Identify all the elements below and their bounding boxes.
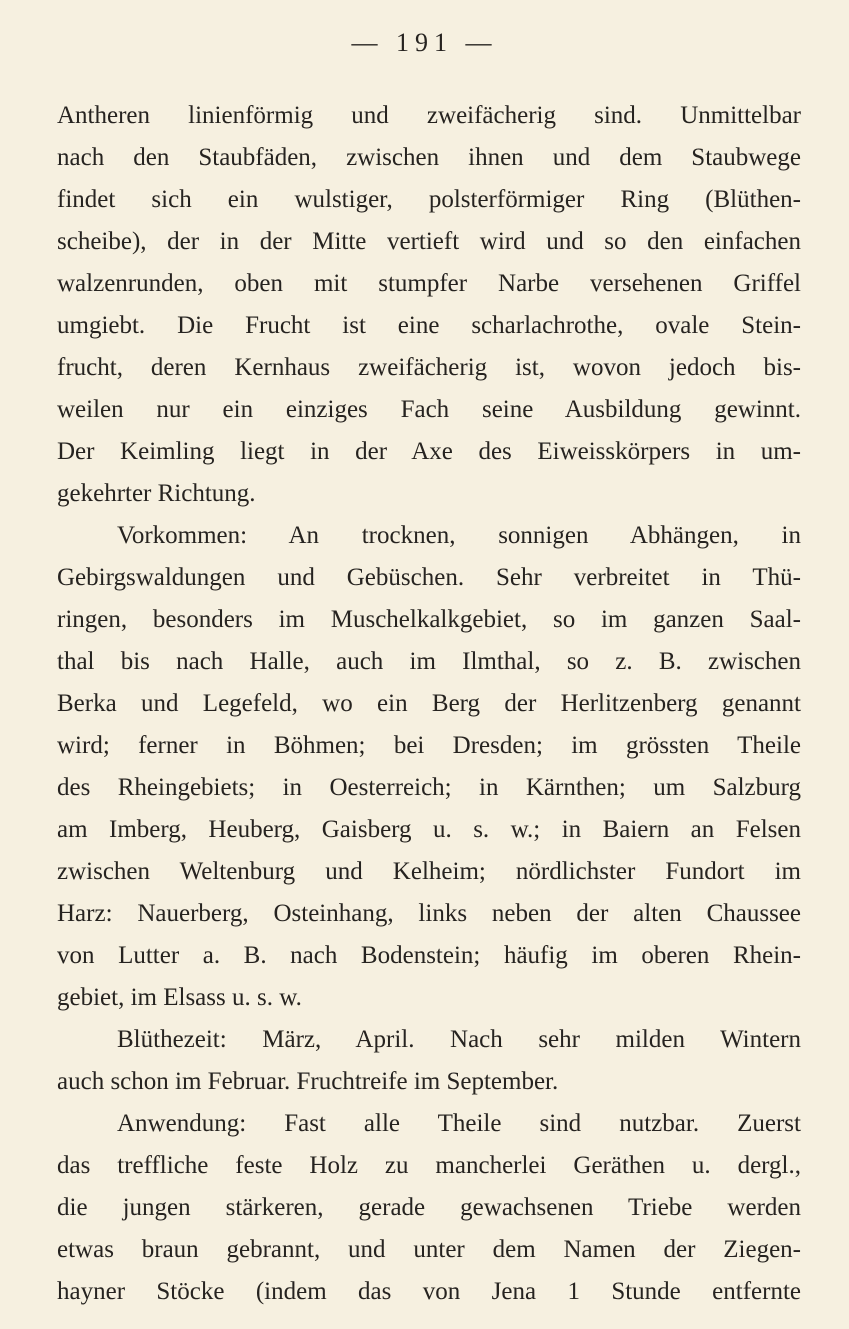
text-line: findet sich ein wulstiger, polsterförmiger Ring (Blüthen- xyxy=(57,186,801,213)
text-line: am Imberg, Heuberg, Gaisberg u. s. w.; in Baiern an Felsen xyxy=(57,816,801,843)
text-line: Gebirgswaldungen und Gebüschen. Sehr verbreitet in Thü- xyxy=(57,564,801,591)
text-line: gekehrter Richtung. xyxy=(57,480,256,507)
text-line: Antheren linienförmig und zweifächerig sind. Unmittelbar xyxy=(57,102,801,129)
section-line-bluethezeit: Blüthezeit: März, April. Nach sehr milden Wintern xyxy=(117,1026,801,1053)
text-line: die jungen stärkeren, gerade gewachsenen Triebe werden xyxy=(57,1194,801,1221)
text-line: umgiebt. Die Frucht ist eine scharlachrothe, ovale Stein- xyxy=(57,312,801,339)
text-line: des Rheingebiets; in Oesterreich; in Kärnthen; um Salzburg xyxy=(57,774,801,801)
text-line: walzenrunden, oben mit stumpfer Narbe versehenen Griffel xyxy=(57,270,801,297)
text-line: etwas braun gebrannt, und unter dem Namen der Ziegen- xyxy=(57,1236,801,1263)
text-line: hayner Stöcke (indem das von Jena 1 Stunde entfernte xyxy=(57,1278,801,1305)
text-line: Harz: Nauerberg, Osteinhang, links neben der alten Chaussee xyxy=(57,900,801,927)
text-line: thal bis nach Halle, auch im Ilmthal, so z. B. zwischen xyxy=(57,648,801,675)
text-line: auch schon im Februar. Fruchtreife im September. xyxy=(57,1068,559,1095)
section-line-anwendung: Anwendung: Fast alle Theile sind nutzbar. Zuerst xyxy=(117,1110,801,1137)
text-line: weilen nur ein einziges Fach seine Ausbildung gewinnt. xyxy=(57,396,801,423)
text-line: frucht, deren Kernhaus zweifächerig ist, wovon jedoch bis- xyxy=(57,354,801,381)
text-line: Der Keimling liegt in der Axe des Eiweisskörpers in um- xyxy=(57,438,801,465)
text-line: scheibe), der in der Mitte vertieft wird und so den einfachen xyxy=(57,228,801,255)
text-line: von Lutter a. B. nach Bodenstein; häufig im oberen Rhein- xyxy=(57,942,801,969)
page-number: — 191 — xyxy=(351,28,498,57)
text-line: zwischen Weltenburg und Kelheim; nördlichster Fundort im xyxy=(57,858,801,885)
text-line: Berka und Legefeld, wo ein Berg der Herlitzenberg genannt xyxy=(57,690,801,717)
text-line: wird; ferner in Böhmen; bei Dresden; im grössten Theile xyxy=(57,732,801,759)
section-line-vorkommen: Vorkommen: An trocknen, sonnigen Abhängen, in xyxy=(117,522,801,549)
text-line: das treffliche feste Holz zu mancherlei Geräthen u. dergl., xyxy=(57,1152,801,1179)
text-line: gebiet, im Elsass u. s. w. xyxy=(57,984,302,1011)
text-line: nach den Staubfäden, zwischen ihnen und dem Staubwege xyxy=(57,144,801,171)
text-line: ringen, besonders im Muschelkalkgebiet, so im ganzen Saal- xyxy=(57,606,801,633)
